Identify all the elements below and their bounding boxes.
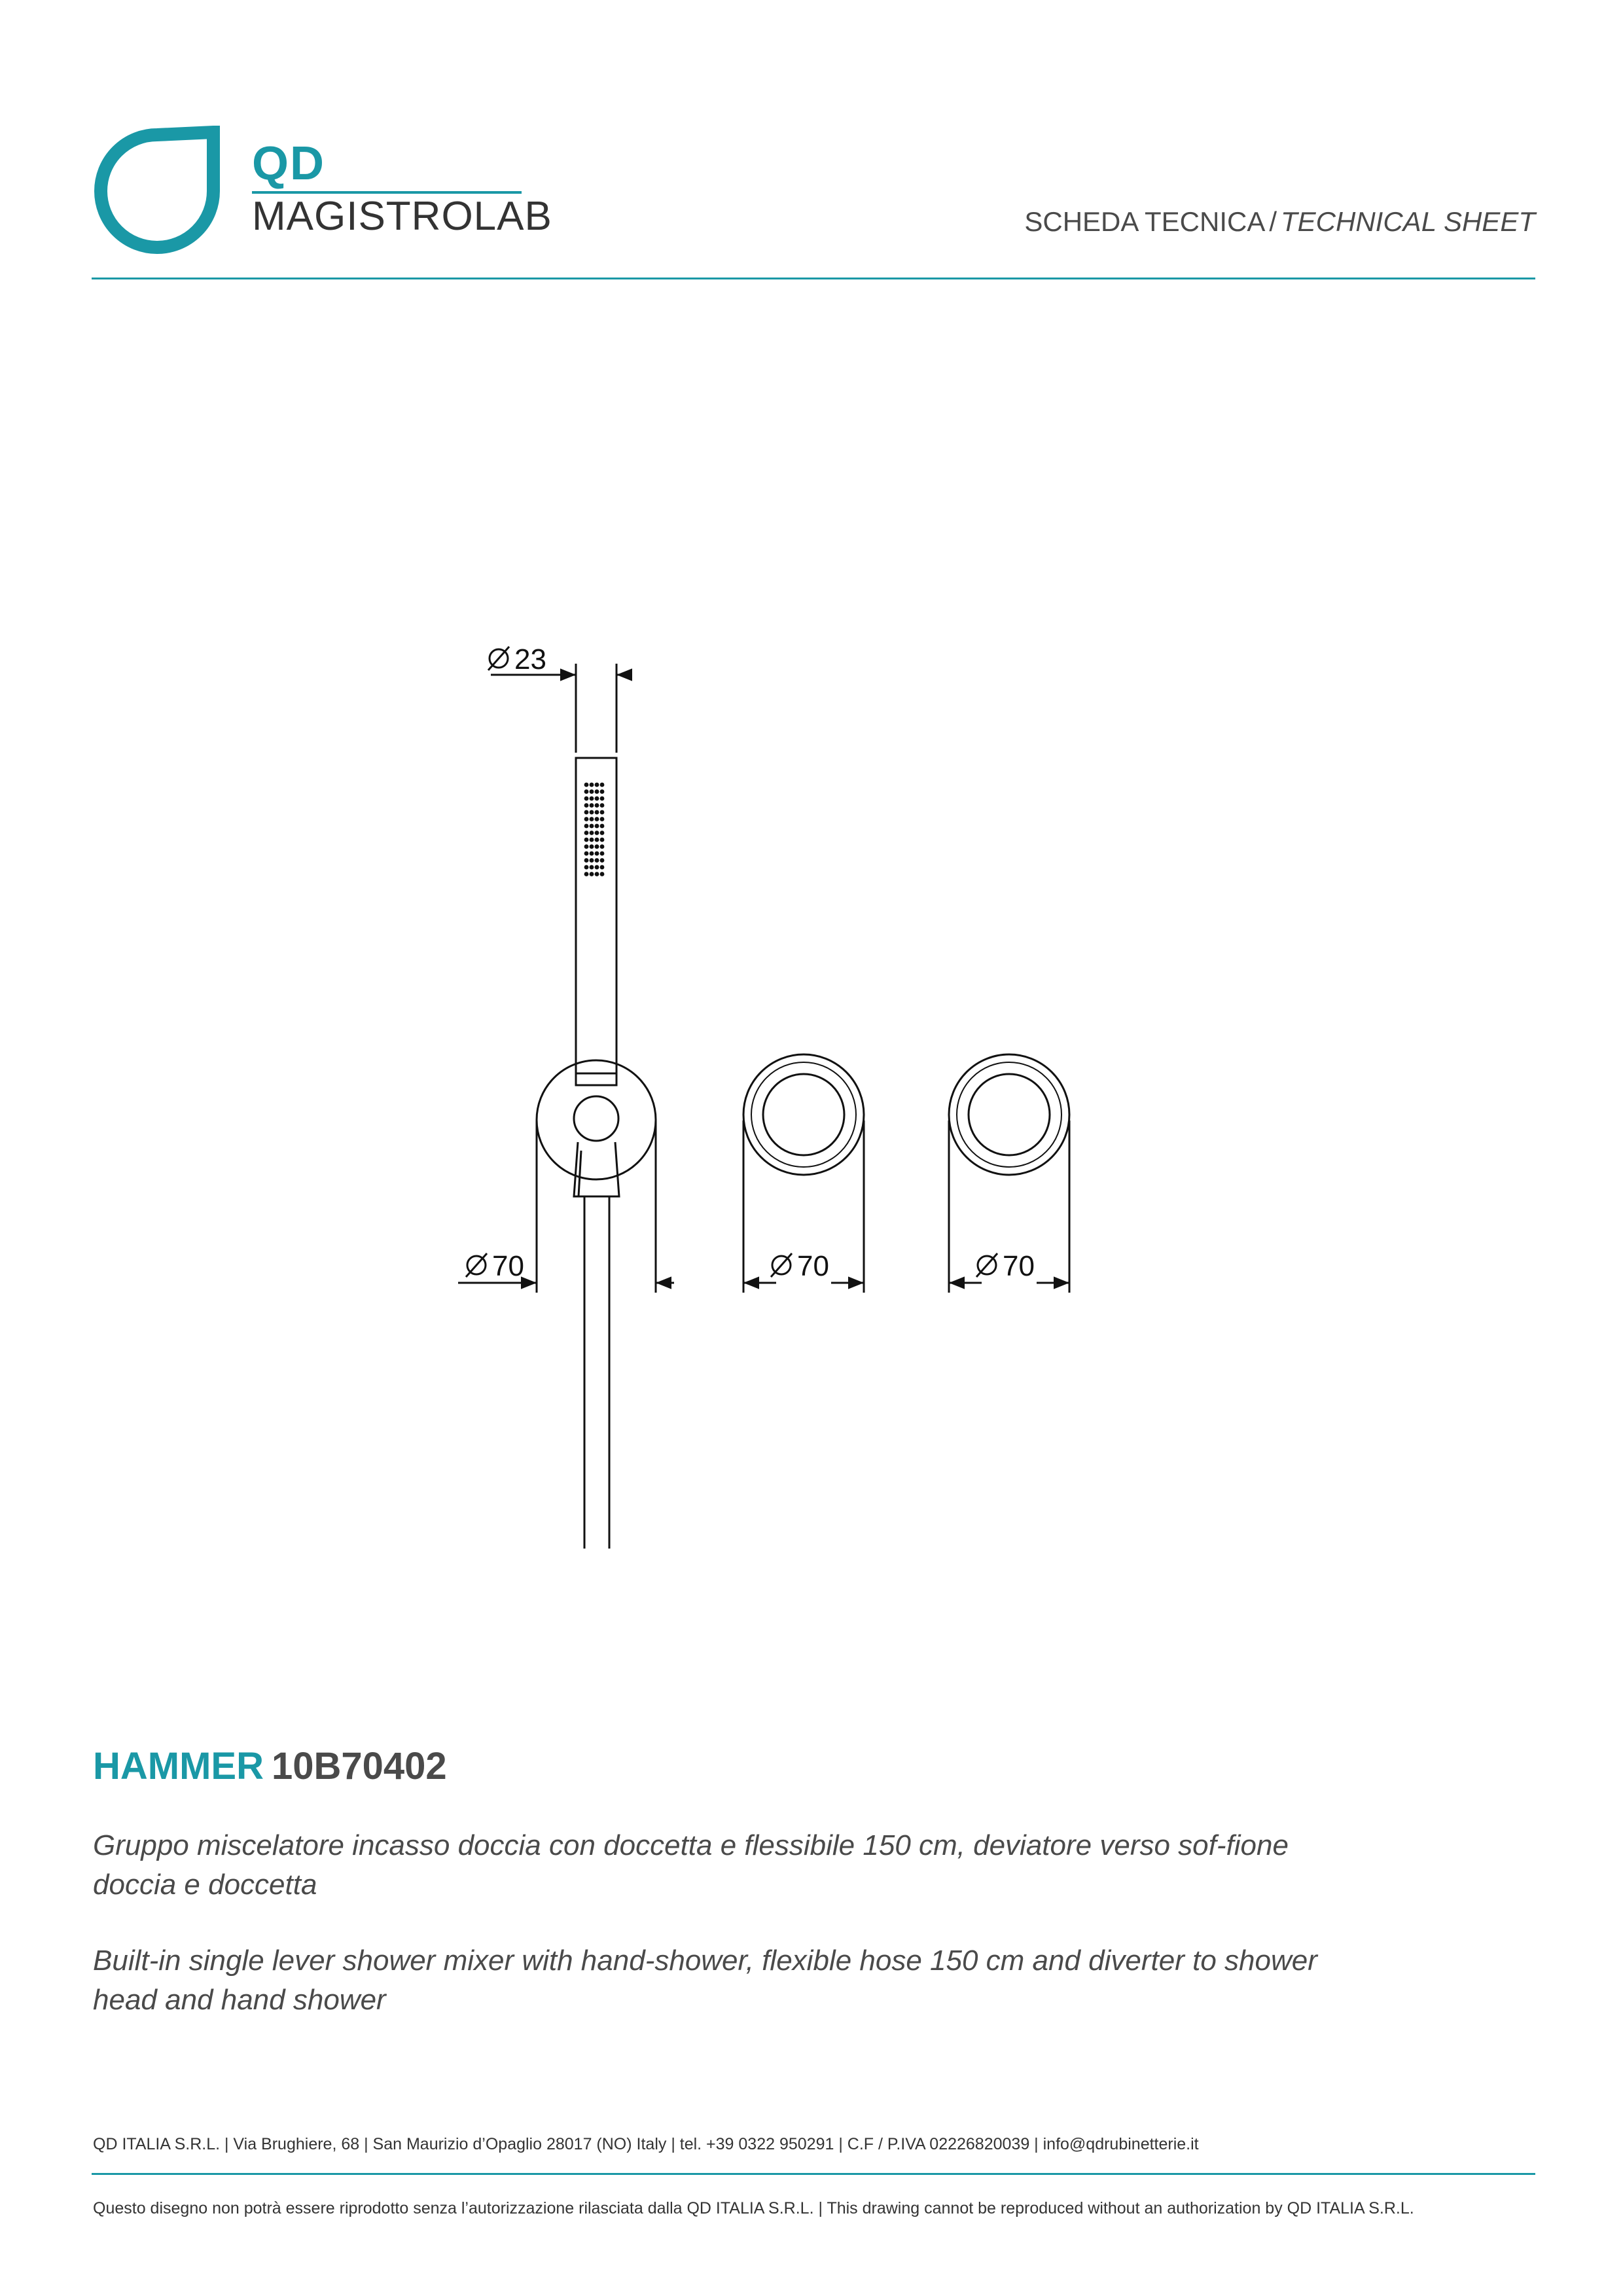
nozzle-dot <box>584 824 589 829</box>
sheet-title-en: TECHNICAL SHEET <box>1281 206 1535 237</box>
nozzle-dot <box>584 872 589 876</box>
nozzle-dot <box>600 783 605 787</box>
nozzle-dot <box>584 789 589 794</box>
nozzle-dot <box>595 838 599 842</box>
product-title <box>93 1745 447 1787</box>
nozzle-dot <box>595 803 599 808</box>
nozzle-dot <box>600 858 605 863</box>
nozzle-dot <box>584 852 589 856</box>
nozzle-dot <box>595 817 599 821</box>
product-code: 10B70402 <box>271 1745 447 1787</box>
nozzle-dot <box>600 797 605 801</box>
nozzle-dot <box>584 831 589 835</box>
nozzle-dot <box>600 852 605 856</box>
nozzle-dot <box>600 838 605 842</box>
nozzle-dot <box>590 844 594 849</box>
nozzle-dot <box>590 817 594 821</box>
nozzle-dot <box>584 838 589 842</box>
knob-middle <box>743 1054 864 1175</box>
nozzle-dot <box>590 872 594 876</box>
nozzle-dot <box>590 858 594 863</box>
nozzle-dot <box>590 831 594 835</box>
knob-right <box>949 1054 1069 1175</box>
spray-nozzles <box>584 783 605 876</box>
footer-legal-notice: Questo disegno non potrà essere riprodotto senza l’autorizzazione rilasciata dalla QD ITALIA S.R.L. | This drawing cannot be reproduced without an authorization by QD ITALIA S.R.L. <box>93 2199 1414 2217</box>
brand-short: QD <box>252 137 325 190</box>
nozzle-dot <box>584 858 589 863</box>
nozzle-dot <box>595 844 599 849</box>
nozzle-dot <box>600 803 605 808</box>
nozzle-dot <box>600 789 605 794</box>
nozzle-dot <box>600 824 605 829</box>
sheet-title-it: SCHEDA TECNICA <box>1024 206 1266 237</box>
dim-label-knob-middle: 70 <box>797 1250 829 1282</box>
nozzle-dot <box>600 817 605 821</box>
nozzle-dot <box>590 824 594 829</box>
nozzle-dot <box>595 858 599 863</box>
diameter-symbol-icon <box>488 647 509 670</box>
nozzle-dot <box>600 810 605 815</box>
footer-address: QD ITALIA S.R.L. | Via Brughiere, 68 | San Maurizio d’Opaglio 28017 (NO) Italy | tel. +39 0322 950291 | C.F / P.IVA 02226820039 | info@qdrubinetterie.it <box>93 2135 1199 2153</box>
nozzle-dot <box>595 797 599 801</box>
nozzle-dot <box>600 844 605 849</box>
nozzle-dot <box>595 783 599 787</box>
diameter-symbol-icon <box>976 1253 997 1277</box>
nozzle-dot <box>584 810 589 815</box>
wall-plate <box>537 1060 656 1196</box>
nozzle-dot <box>584 783 589 787</box>
description-italian: Gruppo miscelatore incasso doccia con doccetta e flessibile 150 cm, deviatore verso sof-fione doccia e doccetta <box>93 1829 1289 1901</box>
nozzle-dot <box>584 803 589 808</box>
nozzle-dot <box>590 865 594 870</box>
sheet-title-separator: / <box>1269 206 1277 237</box>
nozzle-dot <box>595 824 599 829</box>
flexible-hose <box>584 1196 609 1549</box>
nozzle-dot <box>595 810 599 815</box>
dim-plate-left-lines <box>458 1121 674 1293</box>
nozzle-dot <box>590 789 594 794</box>
nozzle-dot <box>595 865 599 870</box>
dim-label-knob-right: 70 <box>1003 1250 1035 1282</box>
nozzle-dot <box>600 872 605 876</box>
dim-label-plate-left: 70 <box>492 1250 524 1282</box>
nozzle-dot <box>590 797 594 801</box>
diameter-symbol-icon <box>771 1253 792 1277</box>
nozzle-dot <box>600 865 605 870</box>
nozzle-dot <box>590 810 594 815</box>
dim-label-handshower: 23 <box>514 643 546 675</box>
nozzle-dot <box>600 831 605 835</box>
nozzle-dot <box>590 838 594 842</box>
nozzle-dot <box>590 852 594 856</box>
nozzle-dot <box>590 803 594 808</box>
nozzle-dot <box>595 852 599 856</box>
footer-rule <box>92 2173 1535 2175</box>
description-english: Built-in single lever shower mixer with hand-shower, flexible hose 150 cm and diverter to shower head and hand shower <box>93 1945 1317 2016</box>
dim-handshower-lines <box>491 664 632 753</box>
nozzle-dot <box>595 872 599 876</box>
brand-name: MAGISTROLAB <box>252 194 552 239</box>
nozzle-dot <box>595 831 599 835</box>
nozzle-dot <box>595 789 599 794</box>
nozzle-dot <box>584 797 589 801</box>
nozzle-dot <box>584 844 589 849</box>
diameter-symbol-icon <box>466 1253 487 1277</box>
nozzle-dot <box>584 817 589 821</box>
product-name: HAMMER <box>93 1745 264 1787</box>
nozzle-dot <box>590 783 594 787</box>
nozzle-dot <box>584 865 589 870</box>
